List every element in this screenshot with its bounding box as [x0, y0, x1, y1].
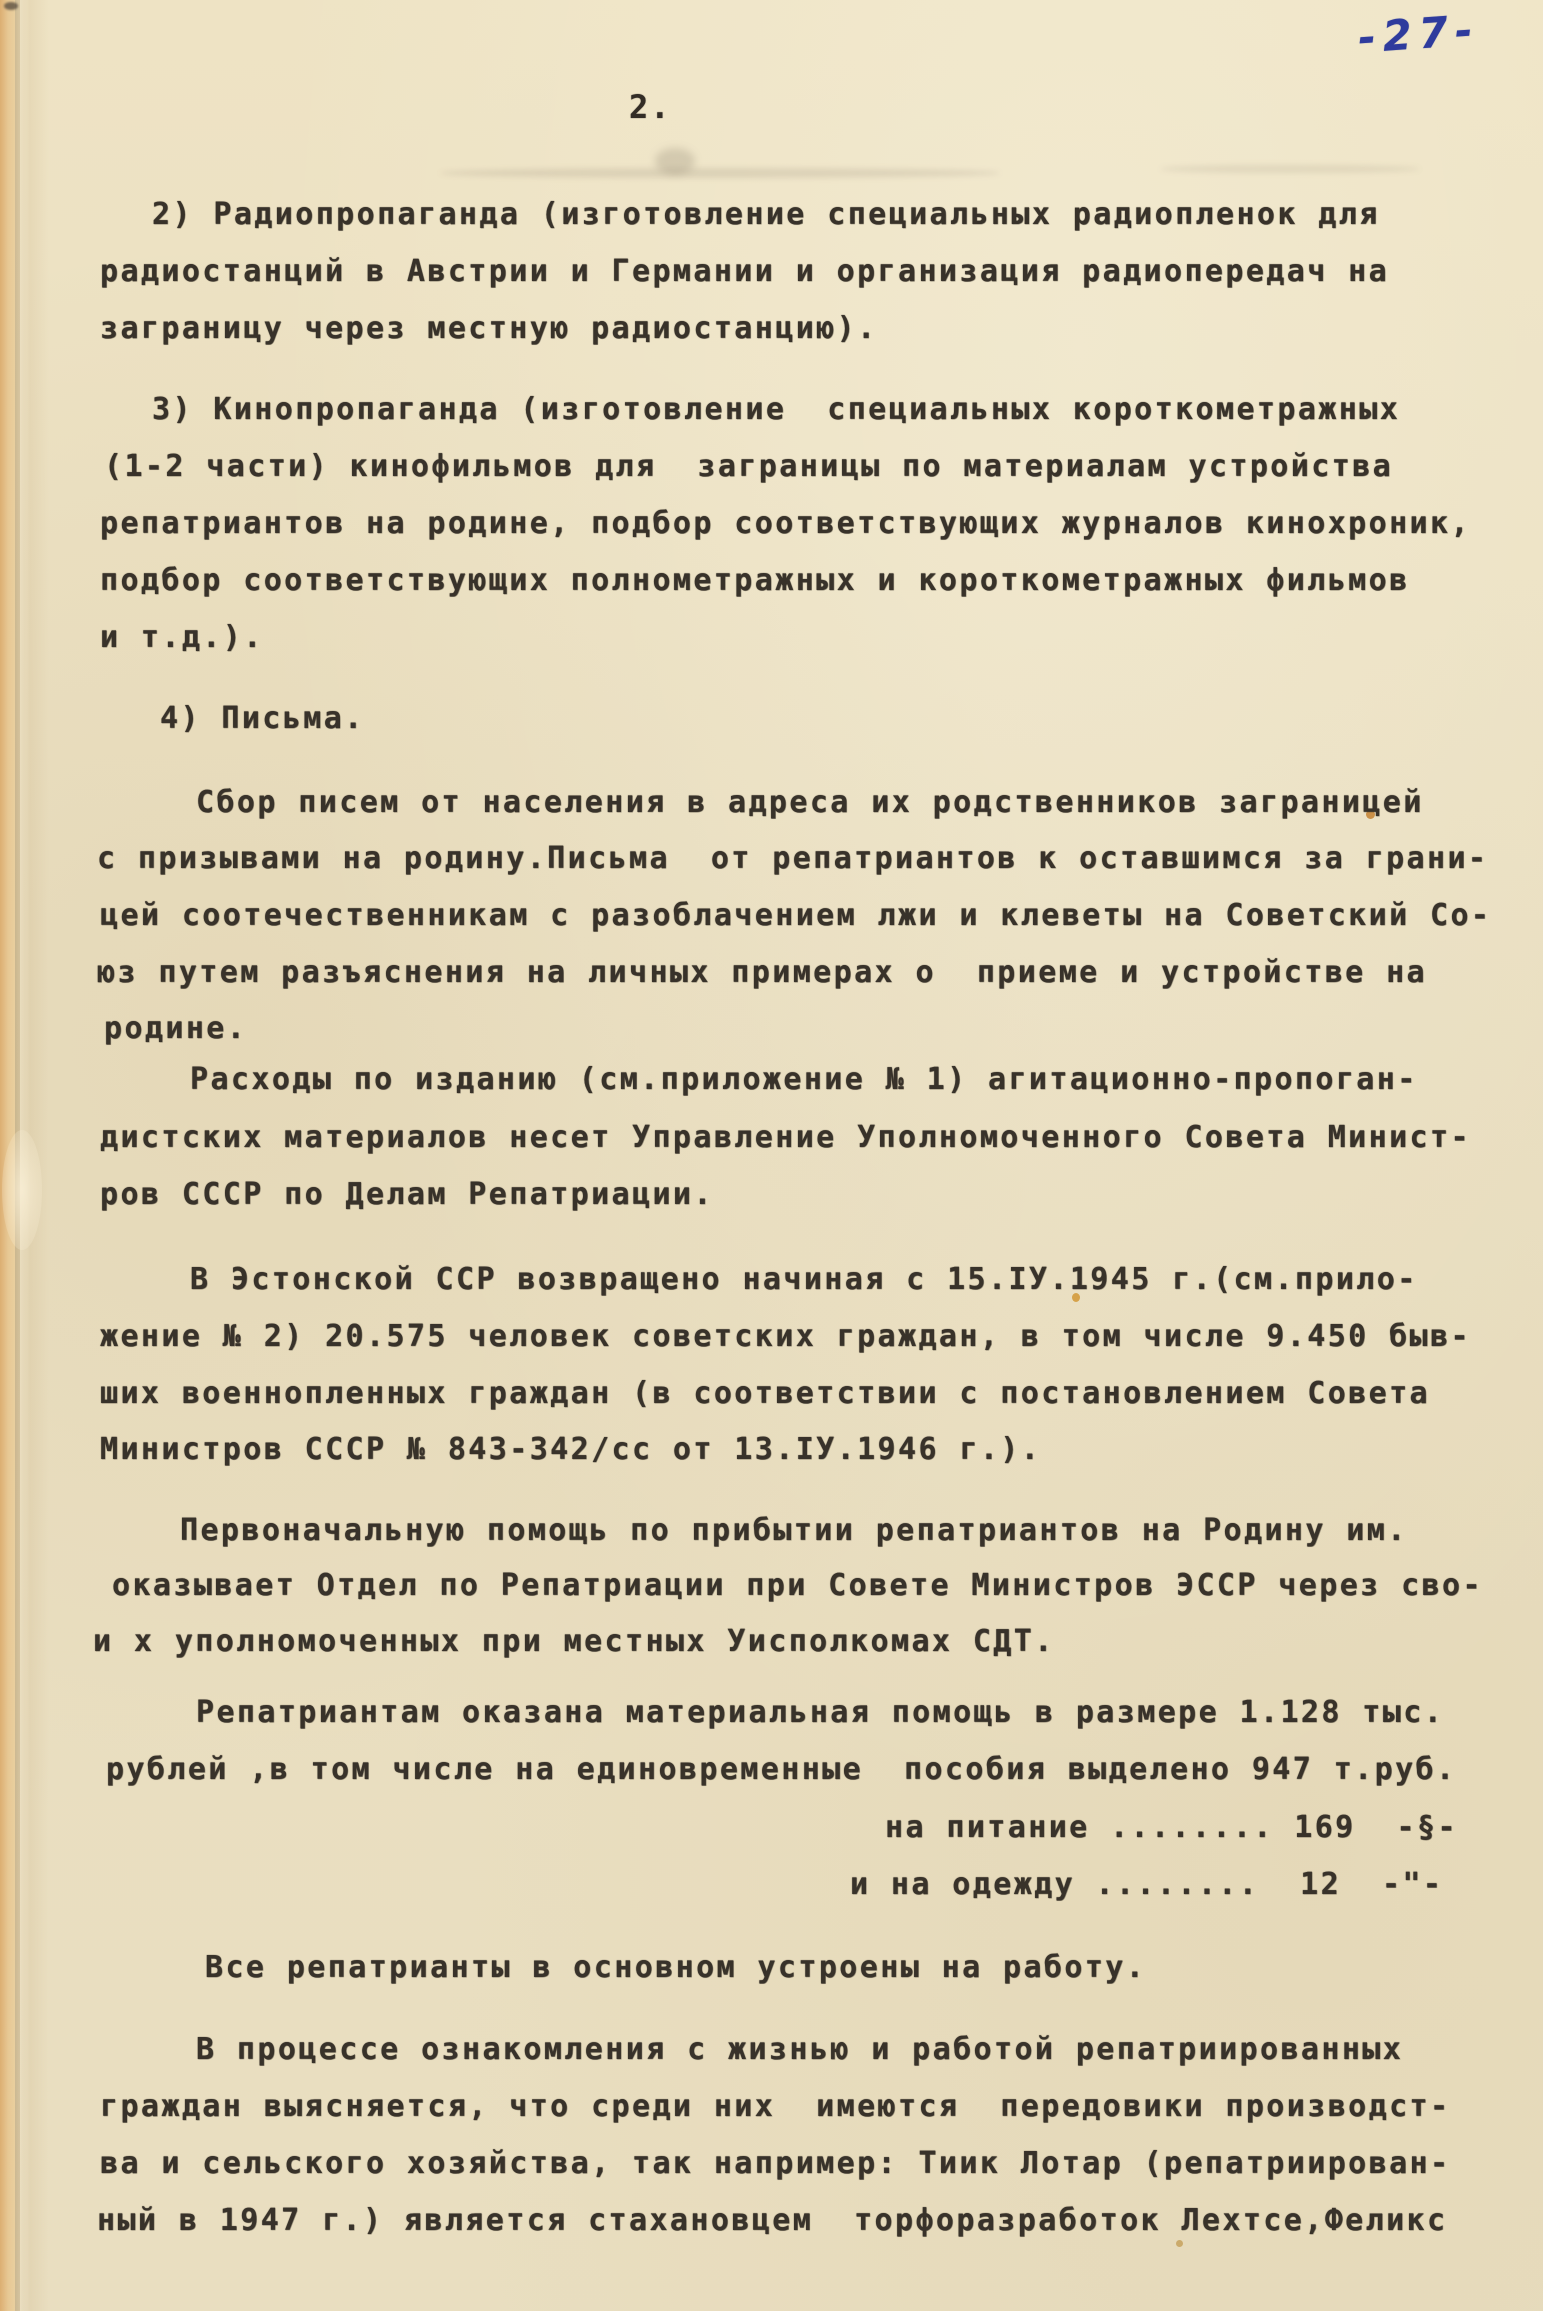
text-line: В процессе ознакомления с жизнью и работой репатриированных [196, 2032, 1404, 2067]
text-line: ный в 1947 г.) является стахановцем торфоразработок Лехтсе,Феликс [97, 2203, 1448, 2238]
text-line: Первоначальную помощь по прибытии репатриантов на Родину им. [180, 1513, 1408, 1548]
text-line: рублей ,в том числе на единовременные пособия выделено 947 т.руб. [106, 1752, 1457, 1787]
text-line: и т.д.). [100, 620, 264, 655]
text-line: ров СССР по Делам Репатриации. [100, 1177, 714, 1212]
page-number: 2. [629, 88, 672, 126]
text-line: 4) Письма. [160, 701, 365, 736]
paper-fold-mark [2, 1130, 42, 1250]
text-line: Сбор писем от населения в адреса их родственников заграницей [196, 785, 1424, 820]
text-line: (1-2 части) кинофильмов для заграницы по материалам устройства [104, 449, 1394, 484]
text-line: ших военнопленных граждан (в соответствии с постановлением Совета [100, 1376, 1430, 1411]
text-line: юз путем разъяснения на личных примерах о приеме и устройстве на [97, 955, 1427, 990]
text-line: и х уполномоченных при местных Уисполкомах СДТ. [93, 1624, 1055, 1659]
text-line: Расходы по изданию (см.приложение № 1) агитационно-пропоган- [190, 1062, 1418, 1097]
ink-speck [4, 2, 18, 10]
text-line: подбор соответствующих полнометражных и короткометражных фильмов [100, 563, 1410, 598]
text-line: граждан выясняется, что среди них имеются передовики производст- [100, 2089, 1451, 2124]
text-line: В Эстонской ССР возвращено начиная с 15.IУ.1945 г.(см.прило- [190, 1262, 1418, 1297]
text-line: радиостанций в Австрии и Германии и организация радиопередач на [100, 254, 1390, 289]
text-line: Репатриантам оказана материальная помощь в размере 1.128 тыс. [196, 1695, 1445, 1730]
ink-smudge [1160, 165, 1420, 173]
text-line: и на одежду ........ 12 -"- [850, 1867, 1444, 1902]
text-line: Министров СССР № 843-342/сс от 13.IУ.1946 г.). [100, 1432, 1042, 1467]
text-line: оказывает Отдел по Репатриации при Совете Министров ЭССР через сво- [112, 1568, 1483, 1603]
text-line: дистских материалов несет Управление Уполномоченного Совета Минист- [100, 1120, 1471, 1155]
text-line: репатриантов на родине, подбор соответствующих журналов кинохроник, [100, 506, 1471, 541]
text-line: родине. [104, 1011, 248, 1046]
text-line: 3) Кинопропаганда (изготовление специальных короткометражных [152, 392, 1401, 427]
text-line: на питание ........ 169 -§- [885, 1810, 1458, 1845]
ink-smudge [655, 148, 695, 174]
handwritten-page-number: -27- [1356, 5, 1481, 63]
text-line: ва и сельского хозяйства, так например: Тиик Лотар (репатриирован- [100, 2146, 1451, 2181]
text-line: жение № 2) 20.575 человек советских граждан, в том числе 9.450 быв- [100, 1319, 1471, 1354]
text-line: с призывами на родину.Письма от репатриантов к оставшимся за грани- [97, 841, 1489, 876]
text-line: заграницу через местную радиостанцию). [100, 311, 878, 346]
text-line: цей соотечественникам с разоблачением лжи и клеветы на Советский Со- [100, 898, 1492, 933]
text-line: 2) Радиопропаганда (изготовление специальных радиопленок для [152, 197, 1380, 232]
ink-speck [1176, 2240, 1183, 2247]
text-line: Все репатрианты в основном устроены на работу. [205, 1950, 1147, 1985]
ink-smudge [440, 168, 1000, 178]
